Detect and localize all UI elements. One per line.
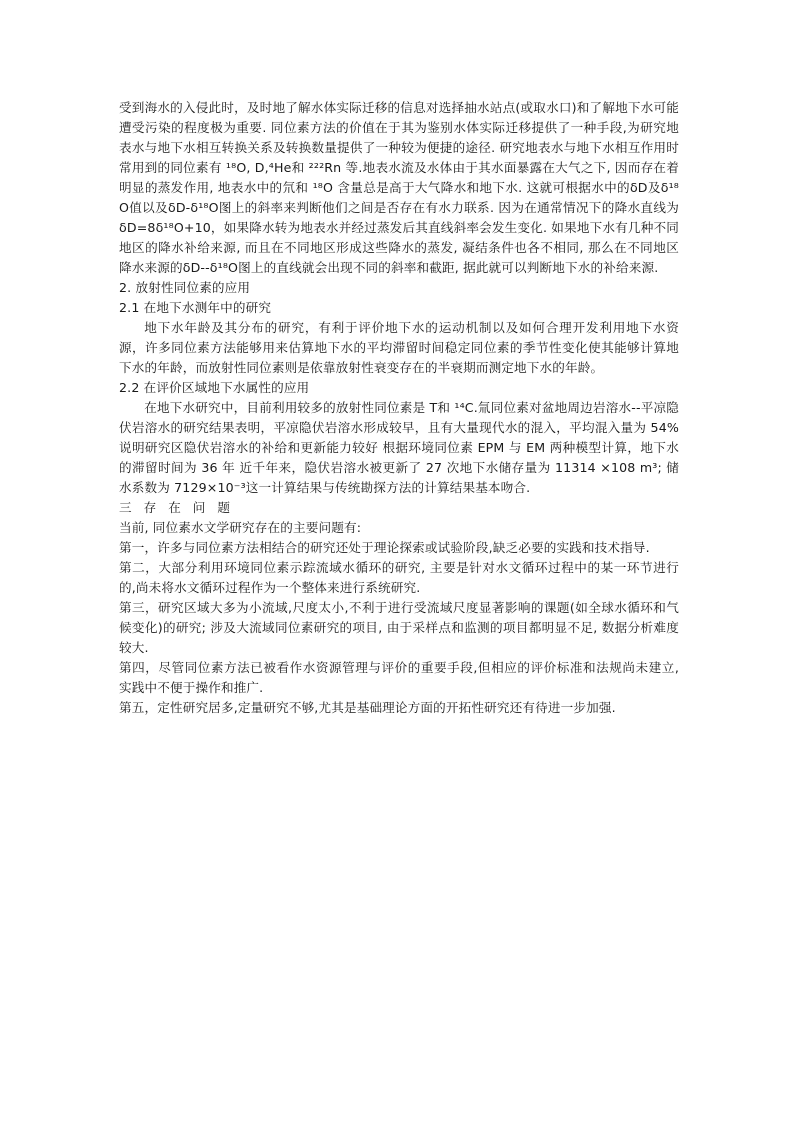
paragraph-problems-intro: 当前, 同位素水文学研究存在的主要问题有:	[119, 520, 362, 535]
subsection-heading-regional-groundwater: 2.2 在评价区域地下水属性的应用	[119, 380, 310, 395]
document-body	[119, 98, 679, 718]
section-heading-existing-problems: 三 存 在 问 题	[119, 500, 234, 515]
paragraph-problem-4: 第四，尽管同位素方法已被看作水资源管理与评价的重要手段,但相应的评价标准和法规尚未建立, 实践中不便于操作和推广.	[119, 660, 679, 695]
paragraph-karst-water-study: 在地下水研究中，目前利用较多的放射性同位素是 T和 ¹⁴C.氚同位素对盆地周边岩溶水--平凉隐伏岩溶水的研究结果表明，平凉隐伏岩溶水形成较早，且有大量现代水的混入，平均混入量为 54% 说明研究区隐伏岩溶水的补给和更新能力较好 根据环境同位素 EPM 与 EM 两种模型计算，地下水的滞留时间为 36 年 近千年来，隐伏岩溶水被更新了 27 次地下水储存量为 11314 ×108 m³; 储水系数为 7129×10⁻³这一计算结果与传统勘探方法的计算结果基本吻合.	[119, 400, 679, 495]
paragraph-isotope-methods: 受到海水的入侵此时，及时地了解水体实际迁移的信息对选择抽水站点(或取水口)和了解地下水可能遭受污染的程度极为重要. 同位素方法的价值在于其为鉴别水体实际迁移提供了一种手段,为研究地表水与地下水相互转换关系及转换数量提供了一种较为便捷的途径. 研究地表水与地下水相互作用时常用到的同位素有 ¹⁸O, D,⁴He和 ²²²Rn 等.地表水流及水体由于其水面暴露在大气之下, 因而存在着明显的蒸发作用, 地表水中的氘和 ¹⁸O 含量总是高于大气降水和地下水. 这就可根据水中的δD及δ¹⁸O值以及δD-δ¹⁸O图上的斜率来判断他们之间是否存在有水力联系. 因为在通常情况下的降水直线为δD=8δ¹⁸O+10，如果降水转为地表水并经过蒸发后其直线斜率会发生变化. 如果地下水有几种不同地区的降水补给来源, 而且在不同地区形成这些降水的蒸发, 凝结条件也各不相同, 那么在不同地区降水来源的δD--δ¹⁸O图上的直线就会出现不同的斜率和截距, 据此就可以判断地下水的补给来源.	[119, 100, 679, 275]
section-heading-radioactive-isotopes: 2. 放射性同位素的应用	[119, 280, 251, 295]
paragraph-problem-1: 第一，许多与同位素方法相结合的研究还处于理论探索或试验阶段,缺乏必要的实践和技术指导.	[119, 540, 650, 555]
paragraph-problem-2: 第二，大部分利用环境同位素示踪流域水循环的研究, 主要是针对水文循环过程中的某一环节进行的,尚未将水文循环过程作为一个整体来进行系统研究.	[119, 560, 679, 595]
subsection-heading-groundwater-dating: 2.1 在地下水测年中的研究	[119, 300, 272, 315]
paragraph-problem-3: 第三，研究区域大多为小流域,尺度太小,不利于进行受流域尺度显著影响的课题(如全球水循环和气候变化)的研究; 涉及大流域同位素研究的项目, 由于采样点和监测的项目都明显不足, 数据分析难度较大.	[119, 600, 679, 655]
paragraph-problem-5: 第五，定性研究居多,定量研究不够,尤其是基础理论方面的开拓性研究还有待进一步加强.	[119, 700, 616, 715]
paragraph-groundwater-age: 地下水年龄及其分布的研究，有利于评价地下水的运动机制以及如何合理开发利用地下水资源，许多同位素方法能够用来估算地下水的平均滞留时间稳定同位素的季节性变化使其能够计算地下水的年龄，而放射性同位素则是依靠放射性衰变存在的半衰期而测定地下水的年龄。	[119, 320, 679, 375]
